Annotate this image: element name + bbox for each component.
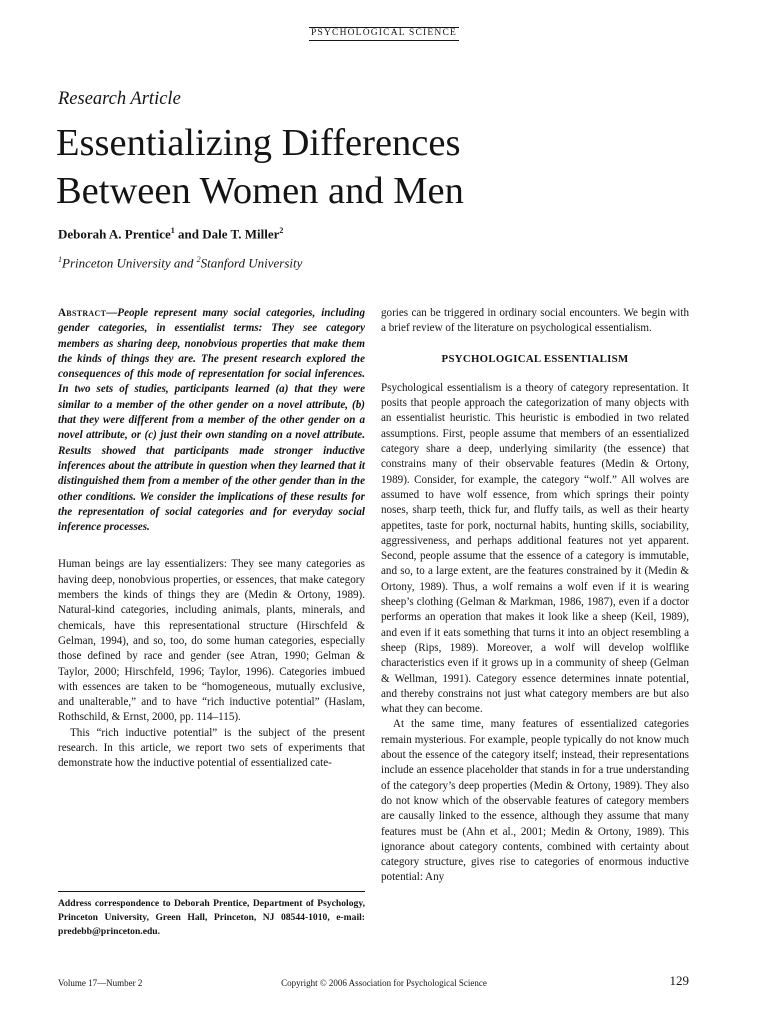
affil-1-mark: 1 [58, 255, 62, 264]
footnote-divider [58, 891, 365, 892]
affil-1: Princeton University and [62, 255, 197, 271]
abstract-label: Abstract [58, 307, 107, 319]
article-type: Research Article [58, 89, 181, 109]
footer-volume: Volume 17—Number 2 [58, 978, 143, 988]
correspondence-footnote: Address correspondence to Deborah Prentice, Department of Psychology, Princeton University, Green Hall, Princeton, NJ 08544-1010, e-mail: predebb@princeton.edu. [58, 898, 365, 937]
journal-name: PSYCHOLOGICAL SCIENCE [309, 27, 459, 41]
left-column [58, 306, 365, 772]
affil-2: Stanford University [200, 255, 303, 271]
body-paragraph: gories can be triggered in ordinary social encounters. We begin with a brief review of the literature on psychological essentialism. [381, 307, 689, 335]
abstract-text: —People represent many social categories, including gender categories, in essentialist terms: They see category members as sharing deep, nonobvious properties that make them the kinds of things they are. The present research explored the consequences of this mode of representation for social inferences. In two sets of studies, participants learned (a) that they were similar to a member of the other gender on a novel attribute, (b) that they were different from a member of the other gender on a novel attribute, or (c) just their own standing on a novel attribute. Results showed that participants made stronger inductive inferences about the attribute in question when they learned that it distinguished them from a member of the other gender than in the other conditions. We consider the implications of these results for the representation of social categories and for everyday social inference processes. [58, 307, 365, 534]
body-paragraph: Human beings are lay essentializers: They see many categories as having deep, nonobvious properties, or essences, that make category members the kinds of things they are (Medin & Ortony, 1989). Natural-kind categories, including animals, plants, minerals, and chemicals, have this representational structure (Hirschfeld & Gelman, 1994), and so, too, do some human categories, especially those defined by race and gender (see Atran, 1990; Gelman & Taylor, 2000; Hirschfeld, 1996; Taylor, 1996). Categories imbued with essences are taken to be “homogeneous, mutually exclusive, and unalterable,” and to have “rich inductive potential” (Haslam, Rothschild, & Ernst, 2000, pp. 114–115). [58, 558, 365, 724]
affil-2-mark: 2 [196, 255, 201, 264]
right-column [381, 306, 689, 886]
author-2-affil-mark: 2 [279, 226, 284, 235]
abstract [58, 306, 365, 535]
author-2: Dale T. Miller [202, 226, 280, 242]
body-paragraph: This “rich inductive potential” is the subject of the present research. In this article, we report two sets of experiments that demonstrate how the inductive potential of essentialized cate- [58, 726, 365, 770]
author-joiner: and [174, 226, 203, 242]
title-line-2: Between Women and Men [56, 170, 464, 212]
author-1-affil-mark: 1 [170, 226, 175, 235]
page-number: 129 [669, 973, 689, 988]
title-line-1: Essentializing Differences [56, 122, 461, 164]
section-heading: PSYCHOLOGICAL ESSENTIALISM [441, 352, 629, 365]
body-paragraph: At the same time, many features of essentialized categories remain mysterious. For example, people typically do not know much about the essence of the category itself; instead, their representations include an essence placeholder that stands in for a true understanding of the category’s deep properties (Medin & Ortony, 1989). They also do not know which of the observable features of category members are causally linked to the essence, although they assume that many features must be (Ahn et al., 2001; Medin & Ortony, 1989). This ignorance about category contents, combined with certainty about category structure, gives rise to categories of enormous inductive potential: Any [381, 718, 689, 884]
footer-copyright: Copyright © 2006 Association for Psychological Science [281, 978, 487, 988]
author-list [58, 226, 283, 242]
author-1: Deborah A. Prentice [58, 226, 171, 242]
article-title [56, 119, 736, 215]
affiliations [58, 255, 302, 271]
body-paragraph: Psychological essentialism is a theory of category representation. It posits that people approach the categorization of many objects with an essentialist heuristic. This heuristic is embodied in two related assumptions. First, people assume that members of an essentialized category share a deep, underlying similarity (the essence) that constrains many of their observable features (Medin & Ortony, 1989). Consider, for example, the category “wolf.” All wolves are assumed to have wolf essence, from which springs their pointy noses, sharp teeth, thick fur, and fluffy tails, as well as their hearty appetites, taste for pork, nocturnal habits, hunting skills, sociability, aggressiveness, and perhaps additional features not yet apparent. Second, people assume that the essence of a category is immutable, and so, to a large extent, are the features constrained by it (Medin & Ortony, 1989). Thus, a wolf remains a wolf even if it is wearing sheep’s clothing (Gelman & Markman, 1986, 1987), even if a doctor performs an operation that makes it look like a sheep (Keil, 1989), and even if it eats something that turns it into an object resembling a sheep (Rips, 1989). Moreover, a wolf will develop wolflike characteristics even if it grows up in a community of sheep (Gelman & Wellman, 1991). Category essence determines innate potential, and thereby constrains not just what category members are but also what they can become. [381, 381, 689, 716]
journal-header [0, 22, 768, 41]
